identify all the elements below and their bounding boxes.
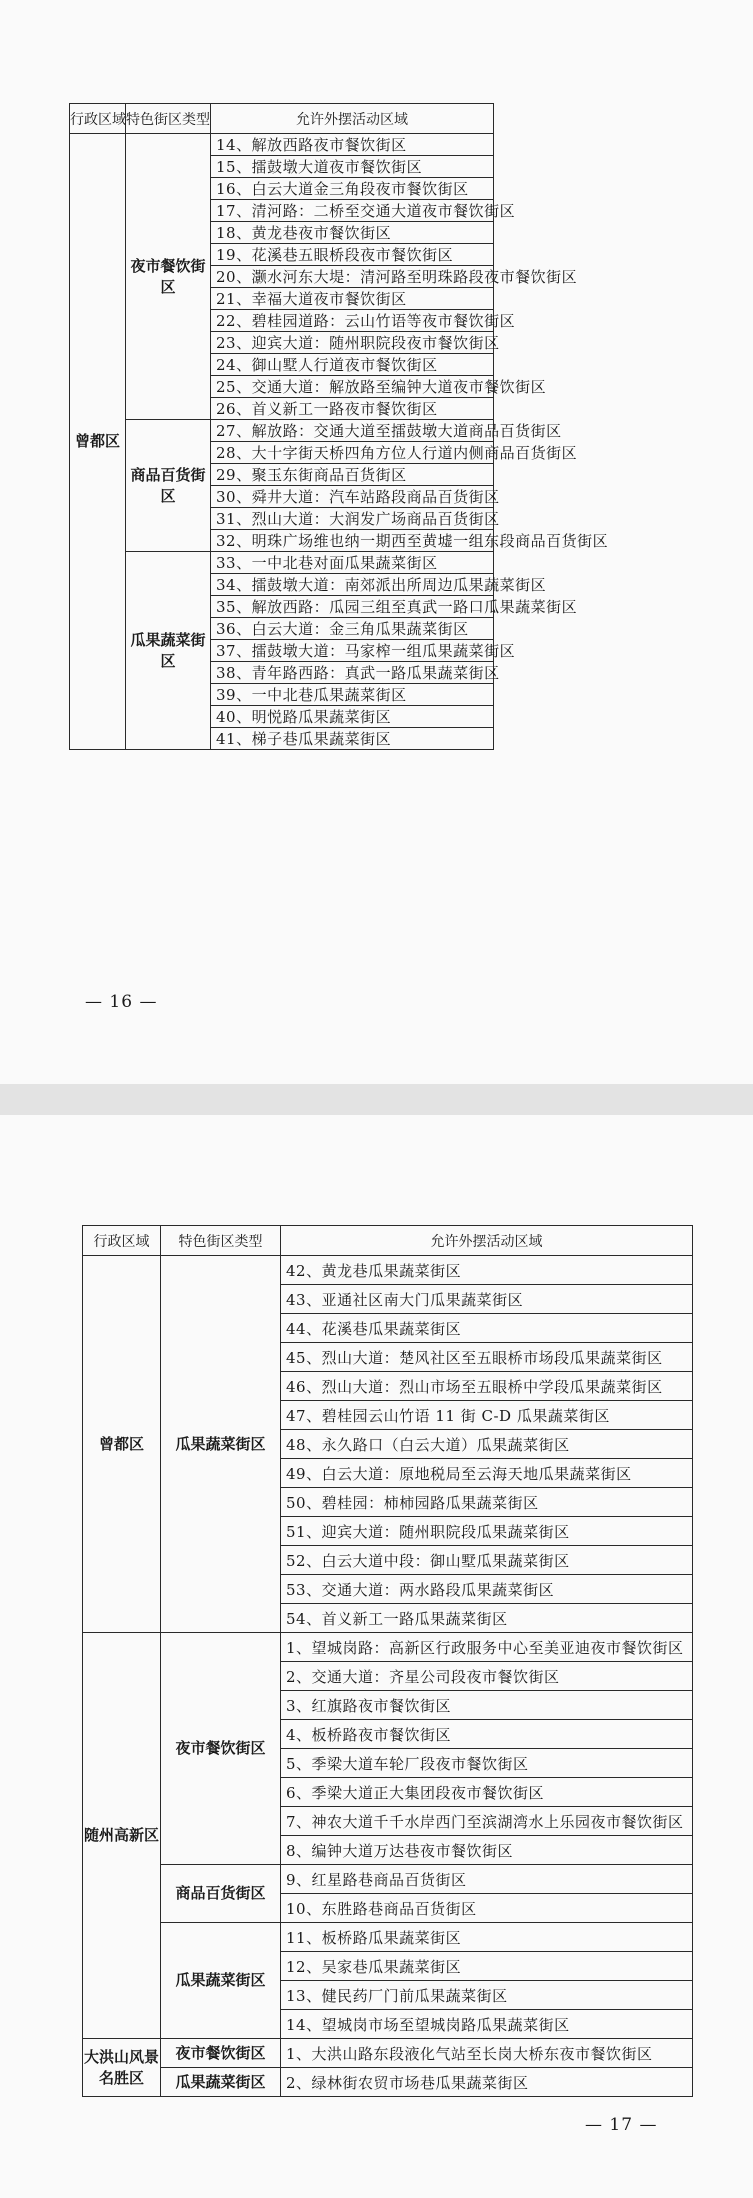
table-row xyxy=(70,420,494,442)
area-cell: 42、黄龙巷瓜果蔬菜街区 xyxy=(281,1256,693,1285)
area-cell: 46、烈山大道：烈山市场至五眼桥中学段瓜果蔬菜街区 xyxy=(281,1372,693,1401)
district-cell: 曾都区 xyxy=(83,1256,161,1633)
activity-area-table xyxy=(82,1225,693,2097)
document-page-16 xyxy=(0,0,753,1084)
area-cell: 31、烈山大道：大润发广场商品百货街区 xyxy=(211,508,494,530)
area-cell: 12、吴家巷瓜果蔬菜街区 xyxy=(281,1952,693,1981)
area-cell: 8、编钟大道万达巷夜市餐饮街区 xyxy=(281,1836,693,1865)
table-row xyxy=(70,552,494,574)
table-row xyxy=(83,1923,693,1952)
area-cell: 7、神农大道千千水岸西门至滨湖湾水上乐园夜市餐饮街区 xyxy=(281,1807,693,1836)
table-row xyxy=(83,2039,693,2068)
street-type-cell: 夜市餐饮街区 xyxy=(161,2039,281,2068)
area-cell: 14、望城岗市场至望城岗路瓜果蔬菜街区 xyxy=(281,2010,693,2039)
area-cell: 20、灏水河东大堤：清河路至明珠路段夜市餐饮街区 xyxy=(211,266,494,288)
table-header-row xyxy=(70,104,494,134)
area-cell: 34、擂鼓墩大道：南郊派出所周边瓜果蔬菜街区 xyxy=(211,574,494,596)
area-cell: 47、碧桂园云山竹语 11 街 C-D 瓜果蔬菜街区 xyxy=(281,1401,693,1430)
header-area: 允许外摆活动区域 xyxy=(211,104,494,134)
area-cell: 11、板桥路瓜果蔬菜街区 xyxy=(281,1923,693,1952)
area-cell: 3、红旗路夜市餐饮街区 xyxy=(281,1691,693,1720)
area-cell: 36、白云大道：金三角瓜果蔬菜街区 xyxy=(211,618,494,640)
area-cell: 6、季梁大道正大集团段夜市餐饮街区 xyxy=(281,1778,693,1807)
area-cell: 28、大十字街天桥四角方位人行道内侧商品百货街区 xyxy=(211,442,494,464)
table-row xyxy=(83,1633,693,1662)
area-cell: 54、首义新工一路瓜果蔬菜街区 xyxy=(281,1604,693,1633)
area-cell: 13、健民药厂门前瓜果蔬菜街区 xyxy=(281,1981,693,2010)
area-cell: 5、季梁大道车轮厂段夜市餐饮街区 xyxy=(281,1749,693,1778)
area-cell: 9、红星路巷商品百货街区 xyxy=(281,1865,693,1894)
area-cell: 40、明悦路瓜果蔬菜街区 xyxy=(211,706,494,728)
area-cell: 1、大洪山路东段液化气站至长岗大桥东夜市餐饮街区 xyxy=(281,2039,693,2068)
street-type-cell: 商品百货街区 xyxy=(126,420,211,552)
area-cell: 21、幸福大道夜市餐饮街区 xyxy=(211,288,494,310)
table-row xyxy=(70,134,494,156)
area-cell: 33、一中北巷对面瓜果蔬菜街区 xyxy=(211,552,494,574)
street-type-cell: 瓜果蔬菜街区 xyxy=(126,552,211,750)
area-cell: 16、白云大道金三角段夜市餐饮街区 xyxy=(211,178,494,200)
area-cell: 38、青年路西路：真武一路瓜果蔬菜街区 xyxy=(211,662,494,684)
area-cell: 22、碧桂园道路：云山竹语等夜市餐饮街区 xyxy=(211,310,494,332)
street-type-cell: 瓜果蔬菜街区 xyxy=(161,2068,281,2097)
area-cell: 26、首义新工一路夜市餐饮街区 xyxy=(211,398,494,420)
header-district: 行政区域 xyxy=(70,104,126,134)
header-type: 特色街区类型 xyxy=(161,1226,281,1256)
area-cell: 49、白云大道：原地税局至云海天地瓜果蔬菜街区 xyxy=(281,1459,693,1488)
document-page-17 xyxy=(0,1115,753,2198)
area-cell: 14、解放西路夜市餐饮街区 xyxy=(211,134,494,156)
street-type-cell: 夜市餐饮街区 xyxy=(161,1633,281,1865)
area-cell: 17、清河路：二桥至交通大道夜市餐饮街区 xyxy=(211,200,494,222)
table-row xyxy=(83,1865,693,1894)
area-cell: 43、亚通社区南大门瓜果蔬菜街区 xyxy=(281,1285,693,1314)
area-cell: 52、白云大道中段：御山墅瓜果蔬菜街区 xyxy=(281,1546,693,1575)
area-cell: 50、碧桂园：柿柿园路瓜果蔬菜街区 xyxy=(281,1488,693,1517)
area-cell: 53、交通大道：两水路段瓜果蔬菜街区 xyxy=(281,1575,693,1604)
area-cell: 4、板桥路夜市餐饮街区 xyxy=(281,1720,693,1749)
header-district: 行政区域 xyxy=(83,1226,161,1256)
table-row xyxy=(83,2068,693,2097)
page-number: — 17 — xyxy=(585,2115,658,2135)
table-row xyxy=(83,1256,693,1285)
header-area: 允许外摆活动区域 xyxy=(281,1226,693,1256)
area-cell: 18、黄龙巷夜市餐饮街区 xyxy=(211,222,494,244)
area-cell: 25、交通大道：解放路至编钟大道夜市餐饮街区 xyxy=(211,376,494,398)
area-cell: 29、聚玉东街商品百货街区 xyxy=(211,464,494,486)
district-cell: 大洪山风景名胜区 xyxy=(83,2039,161,2097)
area-cell: 39、一中北巷瓜果蔬菜街区 xyxy=(211,684,494,706)
area-cell: 27、解放路：交通大道至擂鼓墩大道商品百货街区 xyxy=(211,420,494,442)
street-type-cell: 商品百货街区 xyxy=(161,1865,281,1923)
area-cell: 41、梯子巷瓜果蔬菜街区 xyxy=(211,728,494,750)
area-cell: 19、花溪巷五眼桥段夜市餐饮街区 xyxy=(211,244,494,266)
area-cell: 10、东胜路巷商品百货街区 xyxy=(281,1894,693,1923)
street-type-cell: 瓜果蔬菜街区 xyxy=(161,1256,281,1633)
area-cell: 45、烈山大道：楚风社区至五眼桥市场段瓜果蔬菜街区 xyxy=(281,1343,693,1372)
area-cell: 51、迎宾大道：随州职院段瓜果蔬菜街区 xyxy=(281,1517,693,1546)
district-cell: 随州高新区 xyxy=(83,1633,161,2039)
area-cell: 32、明珠广场维也纳一期西至黄墟一组东段商品百货街区 xyxy=(211,530,494,552)
street-type-cell: 夜市餐饮街区 xyxy=(126,134,211,420)
street-type-cell: 瓜果蔬菜街区 xyxy=(161,1923,281,2039)
area-cell: 24、御山墅人行道夜市餐饮街区 xyxy=(211,354,494,376)
area-cell: 44、花溪巷瓜果蔬菜街区 xyxy=(281,1314,693,1343)
header-type: 特色街区类型 xyxy=(126,104,211,134)
area-cell: 35、解放西路：瓜园三组至真武一路口瓜果蔬菜街区 xyxy=(211,596,494,618)
table-header-row xyxy=(83,1226,693,1256)
area-cell: 1、望城岗路：高新区行政服务中心至美亚迪夜市餐饮街区 xyxy=(281,1633,693,1662)
district-cell: 曾都区 xyxy=(70,134,126,750)
area-cell: 2、交通大道：齐星公司段夜市餐饮街区 xyxy=(281,1662,693,1691)
area-cell: 2、绿林街农贸市场巷瓜果蔬菜街区 xyxy=(281,2068,693,2097)
area-cell: 23、迎宾大道：随州职院段夜市餐饮街区 xyxy=(211,332,494,354)
area-cell: 15、擂鼓墩大道夜市餐饮街区 xyxy=(211,156,494,178)
activity-area-table xyxy=(69,103,609,750)
area-cell: 30、舜井大道：汽车站路段商品百货街区 xyxy=(211,486,494,508)
area-cell: 37、擂鼓墩大道：马家榨一组瓜果蔬菜街区 xyxy=(211,640,494,662)
area-cell: 48、永久路口（白云大道）瓜果蔬菜街区 xyxy=(281,1430,693,1459)
page-number: — 16 — xyxy=(85,992,158,1012)
page-separator xyxy=(0,1084,753,1115)
